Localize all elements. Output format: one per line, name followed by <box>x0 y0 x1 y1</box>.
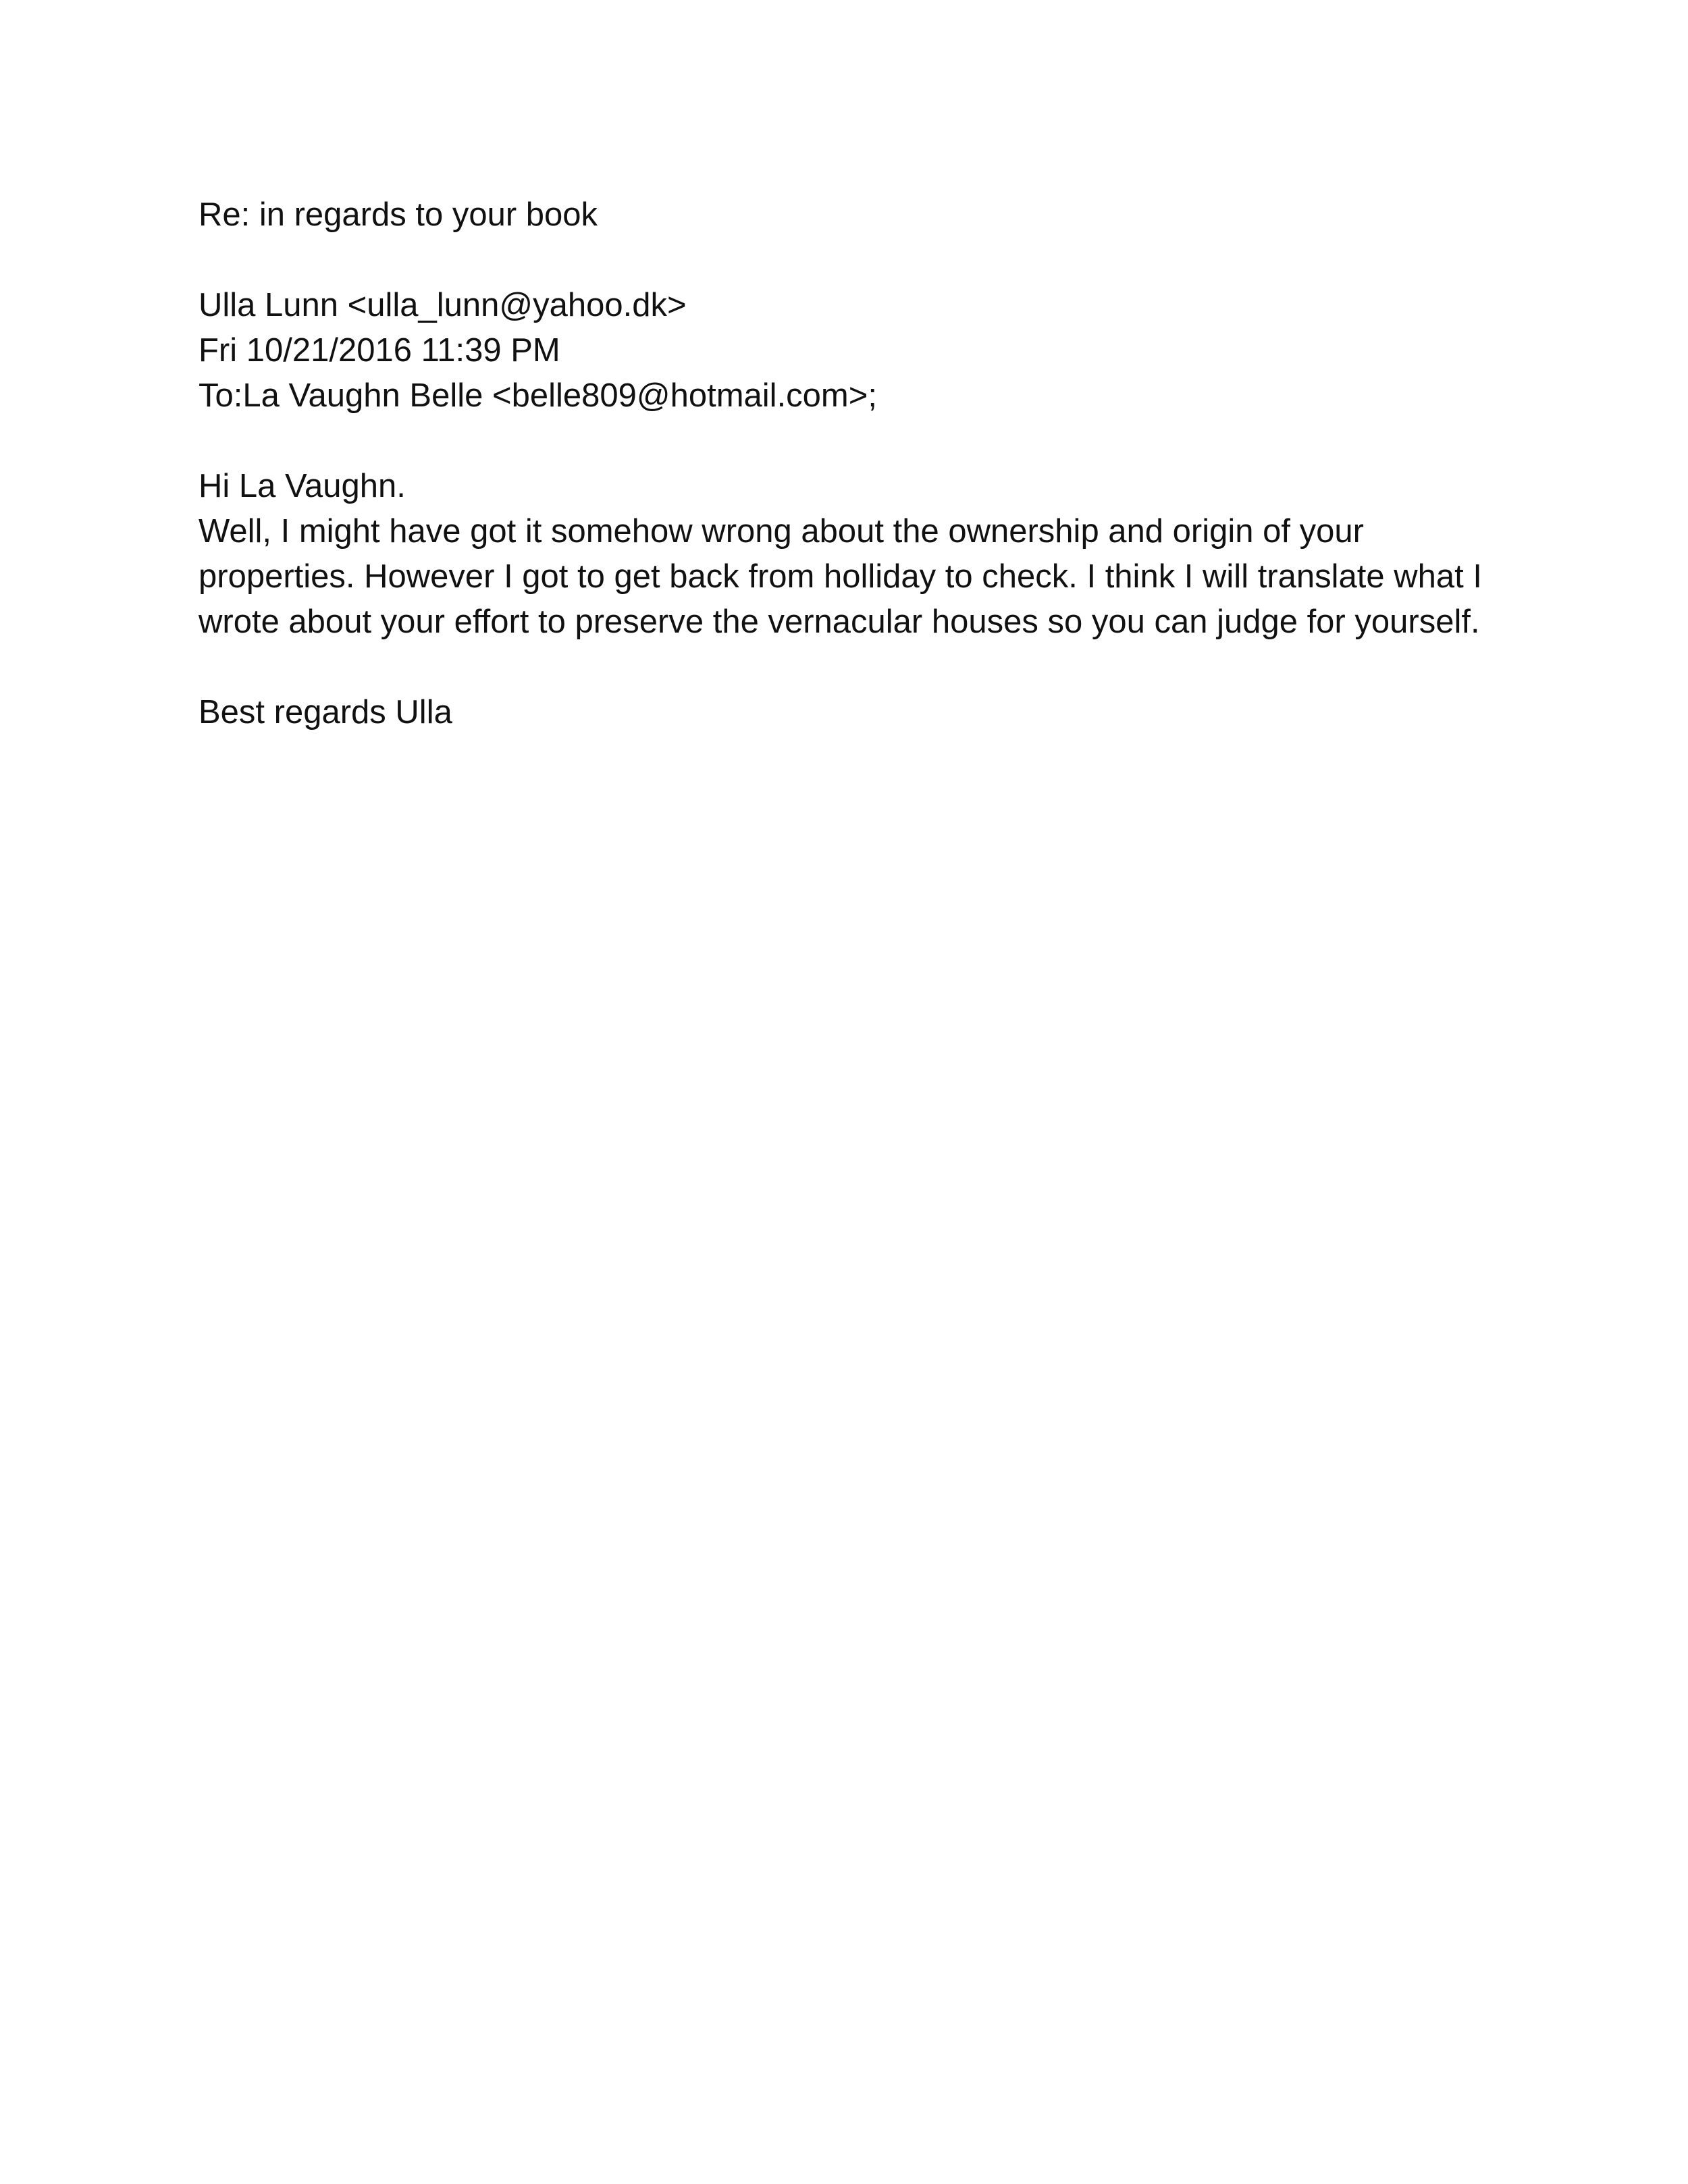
email-subject: Re: in regards to your book <box>199 196 598 233</box>
email-from: Ulla Lunn <ulla_lunn@yahoo.dk> <box>199 287 687 323</box>
email-body-line: wrote about your effort to preserve the vernacular houses so you can judge for yourself. <box>199 604 1480 640</box>
email-date: Fri 10/21/2016 11:39 PM <box>199 332 560 369</box>
email-body-line: Well, I might have got it somehow wrong about the ownership and origin of your <box>199 513 1364 550</box>
email-signoff: Best regards Ulla <box>199 694 452 730</box>
email-body-line: properties. However I got to get back from holliday to check. I think I will translate what I <box>199 558 1482 595</box>
spacer <box>199 419 1515 464</box>
email-greeting: Hi La Vaughn. <box>199 468 406 504</box>
spacer <box>199 238 1515 283</box>
email-to: To:La Vaughn Belle <belle809@hotmail.com>; <box>199 377 877 414</box>
email-content <box>199 192 1515 735</box>
spacer <box>199 645 1515 690</box>
